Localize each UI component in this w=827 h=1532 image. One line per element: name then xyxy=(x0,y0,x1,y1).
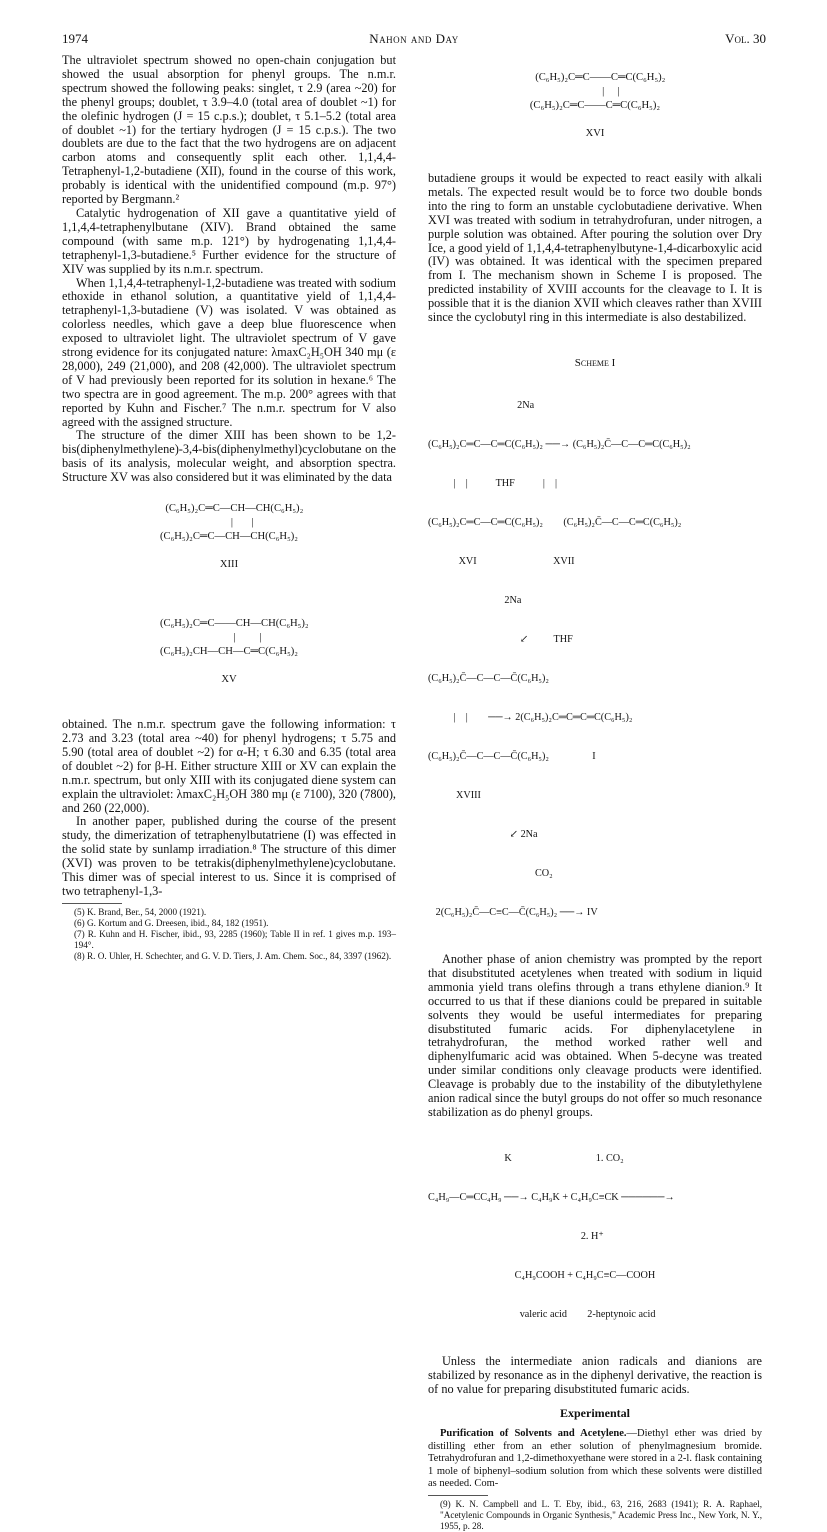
paragraph: Unless the intermediate anion radicals and dianions are stabilized by resonance as in the diphenyl derivative, the reaction is of no value for preparing disubstituted fumaric acids. xyxy=(428,1353,762,1396)
run-in-heading: Purification of Solvents and Acetylene. xyxy=(440,1428,627,1440)
footnote: (9) K. N. Campbell and L. T. Eby, ibid., 63, 216, 2683 (1941); R. A. Raphael, "Acetylenic Compounds in Organic Synthesis," Academic Press Inc., New York, N. Y., 1955, p. 28. xyxy=(440,1498,762,1531)
scheme-line: | | ──→ 2(C₆H₅)₂C═C═C═C(C₆H₅)₂ xyxy=(428,711,633,723)
scheme-line: (C₆H₅)₂C═C—C═C(C₆H₅)₂ (C₆H₅)₂C̄—C—C═C(C₆H₅)₂ xyxy=(428,516,682,528)
scheme-title: Scheme I xyxy=(574,356,616,369)
scheme-line: CO₂ xyxy=(428,867,553,879)
experimental-paragraph xyxy=(428,1428,762,1490)
footnote: (6) G. Kortum and G. Dreesen, ibid., 84, 182 (1951). xyxy=(74,917,269,928)
scheme-line: ↙ 2Na xyxy=(428,828,538,840)
paragraph: When 1,1,4,4-tetraphenyl-1,2-butadiene was treated with sodium ethoxide in ethanol solution, a quantitative yield of 1,1,4,4-tetraphenyl-1,3-butadiene (V) was isolated. V was obtained as colorless needles, which gave a deep blue fluorescence when exposed to ultraviolet light. The ultraviolet spectrum of V gave strong evidence for its conjugated nature: λmaxC₂H₅OH 340 mμ (ε 28,000), 249 (21,000), and 208 (42,000). The ultraviolet spectrum of V had previously been reported for its solution in hexane.⁶ The two spectra are in good agreement. The m.p. 200° agrees with that reported by Kuhn and Fischer.⁷ The n.m.r. spectrum for V also agreed with the assigned structure. xyxy=(62,275,396,429)
footnotes xyxy=(428,1499,762,1532)
right-column xyxy=(428,54,762,1532)
structure-xvi xyxy=(428,57,762,169)
structure-xv xyxy=(62,603,396,715)
paragraph: In another paper, published during the course of the present study, the dimerization of tetraphenylbutatriene (I) was effected in the solid state by sunlamp irradiation.⁸ The structure of this dimer (XVI) was proven to be tetrakis(diphenylmethylene)cyclobutane. This dimer was of special interest to us. Since it is comprised of two tetraphenyl-1,3- xyxy=(62,814,396,898)
running-head xyxy=(62,31,766,49)
equation-line: valeric acid 2-heptynoic acid xyxy=(428,1308,656,1320)
equation-line: C₄H₉—C═CC₄H₉ ──→ C₄H₉K + C₄H₉C≡CK ──────→ xyxy=(428,1191,675,1203)
paragraph: butadiene groups it would be expected to react easily with alkali metals. The expected result would be to force two double bonds into the ring to form an unstable cyclobutadiene derivative. When XVI was treated with sodium in tetrahydrofuran, under nitrogen, a purple solution was obtained. After pouring the solution over Dry Ice, a good yield of 1,1,4,4-tetraphenylbutyne-1,4-dicarboxylic acid (IV) was obtained. It was identical with the specimen prepared from I. The mechanism shown in Scheme I is proposed. The predicted instability of XVIII accounts for the cleavage to I. It is possible that it is the dianion XVII which cleaves rather than XVIII since the cyclobutyl ring in this intermediate is also destabilized. xyxy=(428,171,762,325)
equation-line: K 1. CO₂ xyxy=(428,1152,624,1164)
footnote: (8) R. O. Uhler, H. Schechter, and G. V. D. Tiers, J. Am. Chem. Soc., 84, 3397 (1962). xyxy=(74,950,392,961)
running-title: Nahon and Day xyxy=(369,31,459,46)
footnote: (5) K. Brand, Ber., 54, 2000 (1921). xyxy=(74,906,207,917)
scheme-i xyxy=(428,331,762,945)
structure-xvi-label: XVI xyxy=(585,128,605,139)
left-column xyxy=(62,54,396,962)
structure-xv-formula: (C₆H₅)₂C═C——CH—CH(C₆H₅)₂ | | (C₆H₅)₂CH—CH—C═C(C₆H₅)₂ xyxy=(160,618,309,658)
footnotes xyxy=(62,907,396,962)
paragraph: The structure of the dimer XIII has been shown to be 1,2-bis(diphenylmethylene)-3,4-bis(diphenylmethyl)cyclobutane on the basis of its analysis, molecular weight, and absorption spectra. Structure XV was also considered but it was eliminated by the data xyxy=(62,428,396,485)
equation-line: C₄H₉COOH + C₄H₉C≡C—COOH xyxy=(428,1269,656,1281)
footnote-divider xyxy=(428,1495,488,1496)
equation-line: 2. H⁺ xyxy=(428,1230,604,1242)
paragraph: The ultraviolet spectrum showed no open-chain conjugation but showed the usual absorption for phenyl groups. The n.m.r. spectrum showed the following peaks: singlet, τ 2.9 (area ~20) for the phenyl groups; doublet, τ 3.9–4.0 (total area of doublet ~1) for the olefinic hydrogen (J = 15 c.p.s.); doublet, τ 5.1–5.2 (total area of doublet ~1) for the tertiary hydrogen (J = 15 c.p.s.). The two doublets are due to the fact that the two hydrogens are on adjacent carbon atoms and consequently split each other. 1,1,4,4-Tetraphenyl-1,2-butadiene (XII), found in the course of this work, probably is identical with the unidentified compound (m.p. 97°) reported by Bergmann.² xyxy=(62,53,396,207)
paragraph: Catalytic hydrogenation of XII gave a quantitative yield of 1,1,4,4-tetraphenylbutane (XIV). Brand obtained the same compound (with same m.p. 121°) by hydrogenating 1,1,4,4-tetraphenyl-1,3-butadiene.⁵ Further evidence for the structure of XIV was supplied by its n.m.r. spectrum. xyxy=(62,205,396,276)
scheme-line: ↙ THF xyxy=(428,633,573,645)
volume-label: Vol. 30 xyxy=(725,31,766,46)
scheme-line: 2(C₆H₅)₂C̄—C≡C—C̄(C₆H₅)₂ ──→ IV xyxy=(428,906,598,918)
structure-xv-label: XV xyxy=(221,674,237,686)
page-number: 1974 xyxy=(62,31,88,46)
scheme-line: 2Na xyxy=(428,594,522,606)
paragraph: obtained. The n.m.r. spectrum gave the following information: τ 2.73 and 3.23 (total area ~40) for phenyl hydrogens; τ 5.75 and 5.90 (total area of doublet ~2) for α-H; τ 6.30 and 6.35 (total area of doublet ~2) for β-H. Either structure XIII or XV can explain the n.m.r. spectrum, but only XIII with its conjugated diene system can explain the ultraviolet: λmaxC₂H₅OH 380 mμ (ε 7100), 320 (7800), and 260 (22,000). xyxy=(62,717,396,815)
scheme-line: | | THF | | xyxy=(428,477,558,489)
structure-xvi-formula: (C₆H₅)₂C═C——C═C(C₆H₅)₂ | | (C₆H₅)₂C═C——C═C(C₆H₅)₂ xyxy=(529,72,666,111)
decyne-reaction-equation xyxy=(428,1126,762,1347)
structure-xiii xyxy=(62,488,396,600)
scheme-line: 2Na xyxy=(428,399,535,411)
scheme-line: XVI XVII xyxy=(428,555,575,567)
footnote: (7) R. Kuhn and H. Fischer, ibid., 93, 2285 (1960); Table II in ref. 1 gives m.p. 193–194°. xyxy=(74,928,396,950)
scheme-line: (C₆H₅)₂C═C—C═C(C₆H₅)₂ ──→ (C₆H₅)₂C̄—C—C═C(C₆H₅)₂ xyxy=(428,438,691,450)
structure-xiii-label: XIII xyxy=(219,559,239,571)
structure-xiii-formula: (C₆H₅)₂C═C—CH—CH(C₆H₅)₂ | | (C₆H₅)₂C═C—CH—CH(C₆H₅)₂ xyxy=(160,503,304,543)
experimental-heading: Experimental xyxy=(560,1405,630,1420)
scheme-line: XVIII xyxy=(428,789,481,801)
scheme-line: (C₆H₅)₂C̄—C—C—C̄(C₆H₅)₂ xyxy=(428,672,549,684)
paragraph: Another phase of anion chemistry was prompted by the report that disubstituted acetylenes when treated with sodium in liquid ammonia yield trans olefins through a trans ethylene dianion.⁹ It occurred to us that if these dianions could be prepared in suitable solvents they would be useful intermediates for preparing disubstituted fumaric acids. For diphenylacetylene in tetrahydrofuran, the method worked rather well and diphenylfumaric acid was obtained. When 5-decyne was treated under similar conditions only cleavage products were identified. Cleavage is probably due to the instability of the dibutylethylene anion radical since the butyl groups do not offer so much resonance stabilization as do phenyl groups. xyxy=(428,951,762,1119)
experimental-text: —Diethyl ether was dried by distilling ether from an ether solution of phenylmagnesium bromide. Tetrahydrofuran and 1,2-dimethoxyethane were stored in a 2-l. flask containing 1 mole of biphenyl–sodium solution from which these solvents were distilled as needed. Com- xyxy=(428,1428,762,1490)
scheme-line: (C₆H₅)₂C̄—C—C—C̄(C₆H₅)₂ I xyxy=(428,750,596,762)
footnote-divider xyxy=(62,903,122,904)
